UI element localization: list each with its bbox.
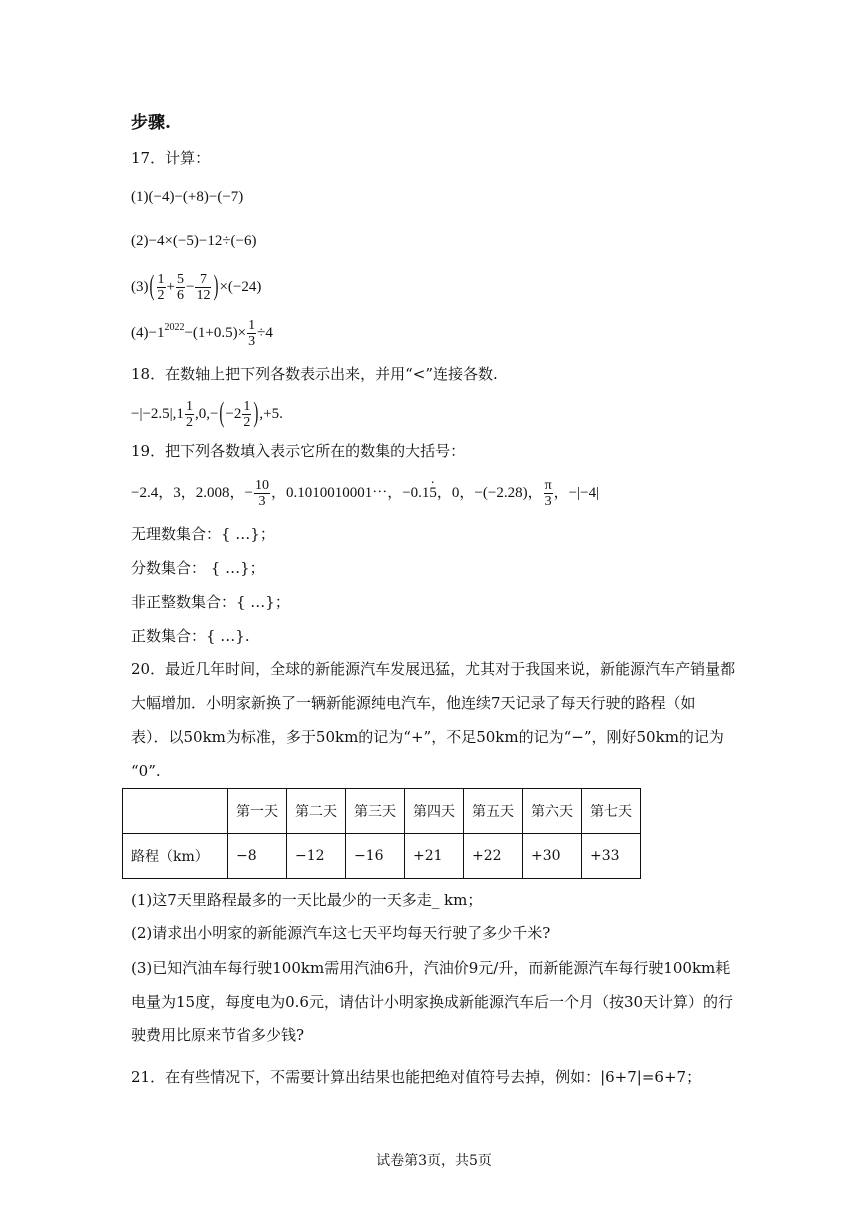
- q20-line-1: 20．最近几年时间，全球的新能源汽车发展迅猛，尤其对于我国来说，新能源汽车产销量都: [131, 660, 736, 678]
- q18-numbers: −|−2.5|,1 $\frac{1}{2}$ ,0,−(−2 $\frac{1}{2}$ ),+5.: [131, 398, 283, 430]
- q19-set-irrational: 无理数集合：{ …}；: [131, 525, 275, 543]
- table-cell: +30: [523, 834, 582, 879]
- table-cell: −16: [346, 834, 405, 879]
- q20-sub-3-line-2: 电量为15度，每度电为0.6元，请估计小明家换成新能源汽车后一个月（按30天计算）的行: [131, 993, 734, 1011]
- header-cell: [123, 789, 228, 834]
- q20-sub-1: (1)这7天里路程最多的一天比最少的一天多走_ km；: [131, 891, 483, 909]
- expression: −4×(−5)−12÷(−6): [148, 233, 257, 249]
- q20-line-3: 表）．以50km为标准，多于50km的记为“+”，不足50km的记为“−”，刚好50km的记为: [131, 728, 724, 746]
- header-cell: 第四天: [405, 789, 464, 834]
- table-cell: +22: [464, 834, 523, 879]
- table-cell: −8: [228, 834, 287, 879]
- header-cell: 第六天: [523, 789, 582, 834]
- fraction: $\frac{1}{2}$: [185, 399, 193, 430]
- q21-line-1: 21．在有些情况下，不需要计算出结果也能把绝对值符号去掉，例如：|6+7|=6+7；: [131, 1068, 702, 1086]
- fraction: $\frac{1}{2}$: [243, 399, 251, 430]
- fraction: $\frac{1}{2}$: [157, 272, 165, 303]
- fraction: $\frac{\pi}{3}$: [544, 478, 552, 509]
- q19-set-positive: 正数集合：{ …}.: [131, 627, 250, 645]
- fraction: $\frac{7}{12}$: [196, 272, 211, 303]
- table-cell: +33: [582, 834, 641, 879]
- header-cell: 第一天: [228, 789, 287, 834]
- q20-line-2: 大幅增加．小明家新换了一辆新能源纯电汽车，他连续7天记录了每天行驶的路程（如: [131, 694, 696, 712]
- part-number: (4): [131, 325, 149, 341]
- q17-part2: [131, 231, 257, 251]
- q19-numbers: −2.4，3，2.008，− $\frac{10}{3}$ ，0.1010010001⋯，−0.1· 5，0，−(−2.28)， $\frac{\pi}{3}$ ，−|−4|: [131, 478, 599, 509]
- fraction: $\frac{1}{3}$: [248, 318, 256, 350]
- q20-sub-3-line-1: (3)已知汽油车每行驶100km需用汽油6升，汽油价9元/升，而新能源汽车每行驶100km耗: [131, 959, 731, 977]
- page-footer: 试卷第3页，共5页: [376, 1153, 492, 1169]
- section-heading: 步骤.: [131, 113, 171, 133]
- header-cell: 第五天: [464, 789, 523, 834]
- q17-part3: (3)( $\frac{1}{2}$ + $\frac{5}{6}$ − $\frac{7}{12}$ )×(−24): [131, 271, 262, 303]
- part-number: (2): [131, 233, 149, 249]
- q18-title: 18．在数轴上把下列各数表示出来，并用“<”连接各数.: [131, 365, 498, 383]
- repeating-digit: · 5: [429, 483, 437, 503]
- expression: (−4)−(+8)−(−7): [148, 189, 244, 205]
- table-cell: −12: [287, 834, 346, 879]
- part-number: (3): [131, 278, 149, 295]
- q17-part4: $(4)-1^{2022}-(1+0.5)\times$ $\frac{1}{3}$ ÷4: [131, 318, 273, 350]
- fraction: $\frac{10}{3}$: [254, 478, 269, 509]
- header-cell: 第七天: [582, 789, 641, 834]
- q17-part1: [131, 187, 243, 207]
- q20-line-4: “0”.: [131, 762, 161, 780]
- q19-set-nonpositive-integer: 非正整数集合：{ …}；: [131, 593, 290, 611]
- header-cell: 第三天: [346, 789, 405, 834]
- header-cell: 第二天: [287, 789, 346, 834]
- mileage-table: [122, 788, 641, 879]
- q19-title: 19．把下列各数填入表示它所在的数集的大括号：: [131, 442, 466, 460]
- part-number: (1): [131, 189, 149, 205]
- q19-set-fraction: 分数集合： { …}；: [131, 559, 265, 577]
- q17-title: 17．计算：: [131, 149, 211, 167]
- table-cell: +21: [405, 834, 464, 879]
- table-header-row: [123, 789, 641, 834]
- table-row: [123, 834, 641, 879]
- q20-sub-2: (2)请求出小明家的新能源汽车这七天平均每天行驶了多少千米?: [131, 924, 551, 942]
- fraction: $\frac{5}{6}$: [176, 272, 184, 303]
- q20-sub-3-line-3: 驶费用比原来节省多少钱?: [131, 1026, 305, 1044]
- row-label: 路程（km）: [123, 834, 228, 879]
